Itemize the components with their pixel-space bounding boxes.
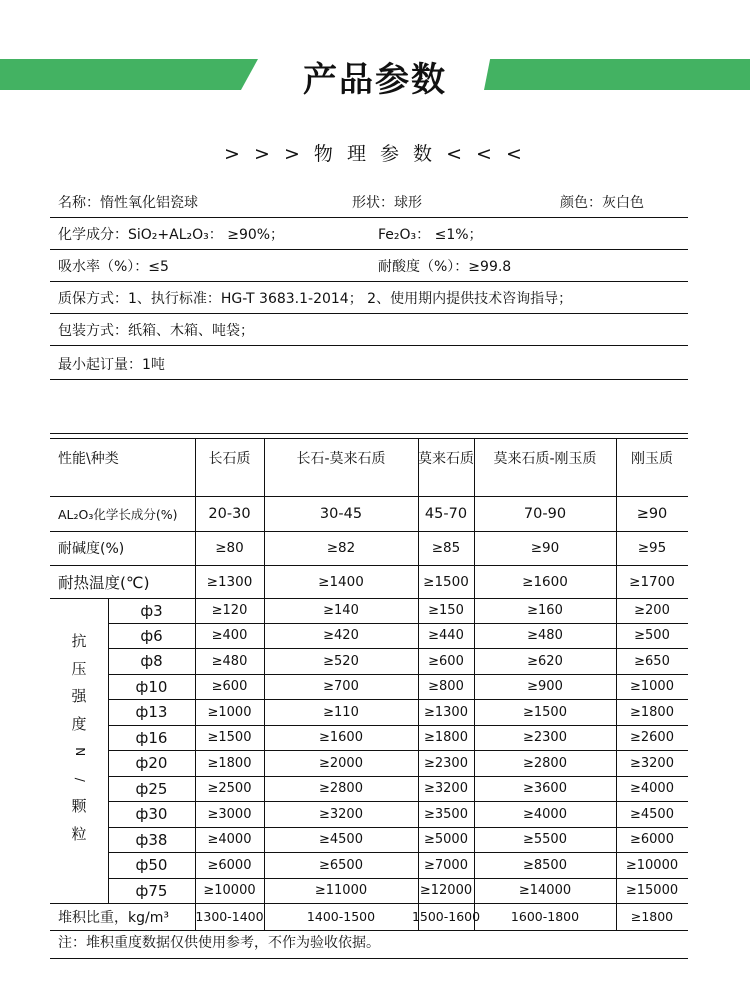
table-cell: ≥1000: [630, 679, 674, 694]
table-cell: ≥6500: [319, 857, 363, 873]
table-cell: ≥90: [636, 505, 668, 522]
table-cell: ≥1800: [424, 730, 468, 745]
section-subtitle: > > > 物 理 参 数 < < <: [224, 143, 526, 165]
row-divider: [50, 958, 688, 959]
table-cell: ≥1400: [318, 573, 364, 590]
particle-size: ф38: [135, 830, 168, 849]
water-absorption: 吸水率（%）：≤5: [58, 259, 169, 275]
table-cell: 1400-1500: [306, 909, 376, 924]
table-cell: ≥4500: [319, 832, 363, 847]
table-cell: ≥500: [634, 628, 670, 643]
table-cell: ≥400: [211, 628, 248, 643]
acid-resistance: 耐酸度（%）：≥99.8: [378, 259, 512, 275]
product-name: 名称：惰性氧化铝瓷球: [58, 195, 198, 211]
table-cell: ≥650: [634, 653, 670, 669]
table-cell: 30-45: [319, 505, 363, 522]
table-cell: 1300-1400: [195, 909, 264, 924]
table-cell: ≥2300: [424, 755, 468, 771]
table-cell: ≥1700: [629, 573, 675, 590]
table-cell: ≥11000: [314, 883, 368, 898]
table-cell: ≥1800: [630, 704, 674, 720]
header-cell: 刚玉质: [631, 451, 673, 467]
table-cell: ≥80: [215, 540, 244, 556]
table-cell: ≥1600: [522, 573, 568, 590]
table-cell: ≥3200: [424, 781, 468, 796]
table-cell: ≥2800: [523, 755, 567, 771]
table-cell: ≥600: [428, 653, 464, 669]
header-cell: 莫来石质: [418, 451, 474, 467]
table-cell: ≥6000: [630, 832, 674, 847]
table-cell: ≥10000: [203, 883, 256, 898]
table-cell: ≥1300: [424, 704, 468, 720]
table-cell: ≥110: [323, 704, 359, 720]
table-cell: ≥82: [326, 540, 356, 556]
particle-size: ф50: [135, 856, 168, 874]
note: 注：堆积重度数据仅供使用参考，不作为验收依据。: [58, 935, 380, 951]
table-cell: 45-70: [424, 505, 468, 522]
particle-size: ф6: [140, 626, 163, 645]
header-cell: 莫来石质-刚玉质: [493, 451, 597, 467]
particle-size: ф16: [135, 728, 168, 747]
table-cell: ≥10000: [625, 857, 679, 873]
particle-size: ф3: [140, 601, 163, 620]
table-cell: ≥3500: [424, 806, 468, 822]
particle-size: ф75: [135, 881, 168, 900]
table-cell: ≥3000: [207, 806, 252, 822]
particle-size: ф13: [135, 703, 168, 721]
fe2o3: Fe₂O₃： ≤1%；: [378, 227, 483, 243]
table-cell: ≥420: [323, 628, 359, 643]
table-cell: ≥95: [637, 540, 667, 556]
table-cell: ≥140: [323, 603, 359, 618]
table-cell: ≥2800: [319, 781, 363, 796]
table-cell: ≥620: [527, 653, 563, 669]
table-cell: ≥5500: [523, 832, 567, 847]
table-cell: ≥900: [527, 679, 563, 694]
table-cell: ≥600: [211, 679, 248, 694]
table-cell: ≥1500: [523, 704, 567, 720]
table-cell: ≥4000: [207, 832, 252, 847]
table-cell: ≥3200: [630, 755, 674, 771]
composition: 化学成分：SiO₂+AL₂O₃： ≥90%；: [58, 227, 285, 243]
table-cell: ≥85: [431, 540, 461, 556]
table-cell: ≥1600: [319, 730, 363, 745]
table-cell: ≥200: [634, 603, 670, 618]
particle-size: ф30: [135, 805, 168, 823]
table-cell: ≥700: [323, 679, 359, 694]
table-cell: ≥90: [530, 540, 560, 556]
header-cell: 长石-莫来石质: [296, 451, 386, 467]
header-cell: 长石质: [208, 451, 251, 467]
info-row-composition: [50, 219, 688, 250]
table-cell: ≥440: [428, 628, 464, 643]
table-cell: ≥3600: [523, 781, 567, 796]
table-cell: ≥3200: [319, 806, 363, 822]
table-cell: ≥12000: [419, 883, 473, 898]
info-row-absorption: [50, 251, 688, 282]
info-row-moq: [50, 349, 688, 380]
table-cell: ≥160: [527, 603, 563, 618]
table-cell: ≥15000: [625, 883, 679, 898]
page-title: 产品参数: [303, 60, 447, 100]
row-label: AL₂O₃化学长成分(%): [58, 506, 178, 522]
info-row-name: [50, 187, 688, 218]
table-cell: ≥5000: [424, 832, 468, 847]
product-shape: 形状：球形: [352, 195, 422, 211]
particle-size: ф10: [135, 677, 168, 696]
warranty: 质保方式：1、执行标准：HG-T 3683.1-2014； 2、使用期内提供技术咨询指导；: [58, 291, 573, 307]
table-cell: ≥2300: [523, 730, 567, 745]
table-cell: ≥1300: [206, 573, 253, 590]
info-row-warranty: [50, 283, 688, 314]
table-cell: ≥2600: [630, 730, 674, 745]
table-cell: ≥480: [211, 653, 248, 669]
table-cell: ≥1800: [207, 755, 252, 771]
table-cell: ≥1000: [207, 704, 252, 720]
table-cell: ≥520: [323, 653, 359, 669]
table-cell: ≥1800: [630, 909, 674, 924]
packaging: 包装方式：纸箱、木箱、吨袋；: [58, 323, 254, 339]
table-cell: ≥4000: [523, 806, 567, 822]
table-cell: ≥8500: [523, 857, 567, 873]
table-cell: ≥4500: [630, 806, 674, 822]
table-cell: ≥7000: [424, 857, 468, 873]
row-label: 耐热温度(℃): [58, 573, 150, 592]
table-cell: 20-30: [208, 505, 251, 522]
density-label: 堆积比重，kg/m³: [58, 909, 169, 926]
strength-label: 抗 压 强 度 N / 颗 粒: [71, 632, 87, 843]
row-label: 耐碱度(%): [58, 541, 125, 557]
info-row-packaging: [50, 315, 688, 346]
table-cell: 70-90: [523, 505, 567, 522]
table-cell: ≥1500: [207, 730, 252, 745]
table-cell: ≥150: [428, 603, 464, 618]
table-cell: ≥800: [428, 679, 464, 694]
table-cell: ≥6000: [207, 857, 252, 873]
particle-size: ф25: [135, 779, 168, 798]
row-divider: [50, 930, 688, 931]
product-color: 颜色：灰白色: [560, 195, 644, 211]
table-cell: ≥480: [527, 628, 563, 643]
table-cell: ≥2500: [207, 781, 252, 796]
table-top-line: [50, 433, 688, 434]
particle-size: ф8: [140, 652, 163, 670]
table-cell: 1600-1800: [510, 909, 580, 924]
header-cell: 性能\种类: [58, 451, 119, 467]
table-cell: ≥120: [211, 603, 248, 618]
table-cell: ≥4000: [630, 781, 674, 796]
table-cell: ≥14000: [518, 883, 572, 898]
table-cell: ≥1500: [423, 573, 469, 590]
table-cell: 1500-1600: [411, 909, 481, 924]
table-cell: ≥2000: [319, 755, 363, 771]
moq: 最小起订量：1吨: [58, 357, 165, 373]
particle-size: ф20: [135, 754, 168, 772]
